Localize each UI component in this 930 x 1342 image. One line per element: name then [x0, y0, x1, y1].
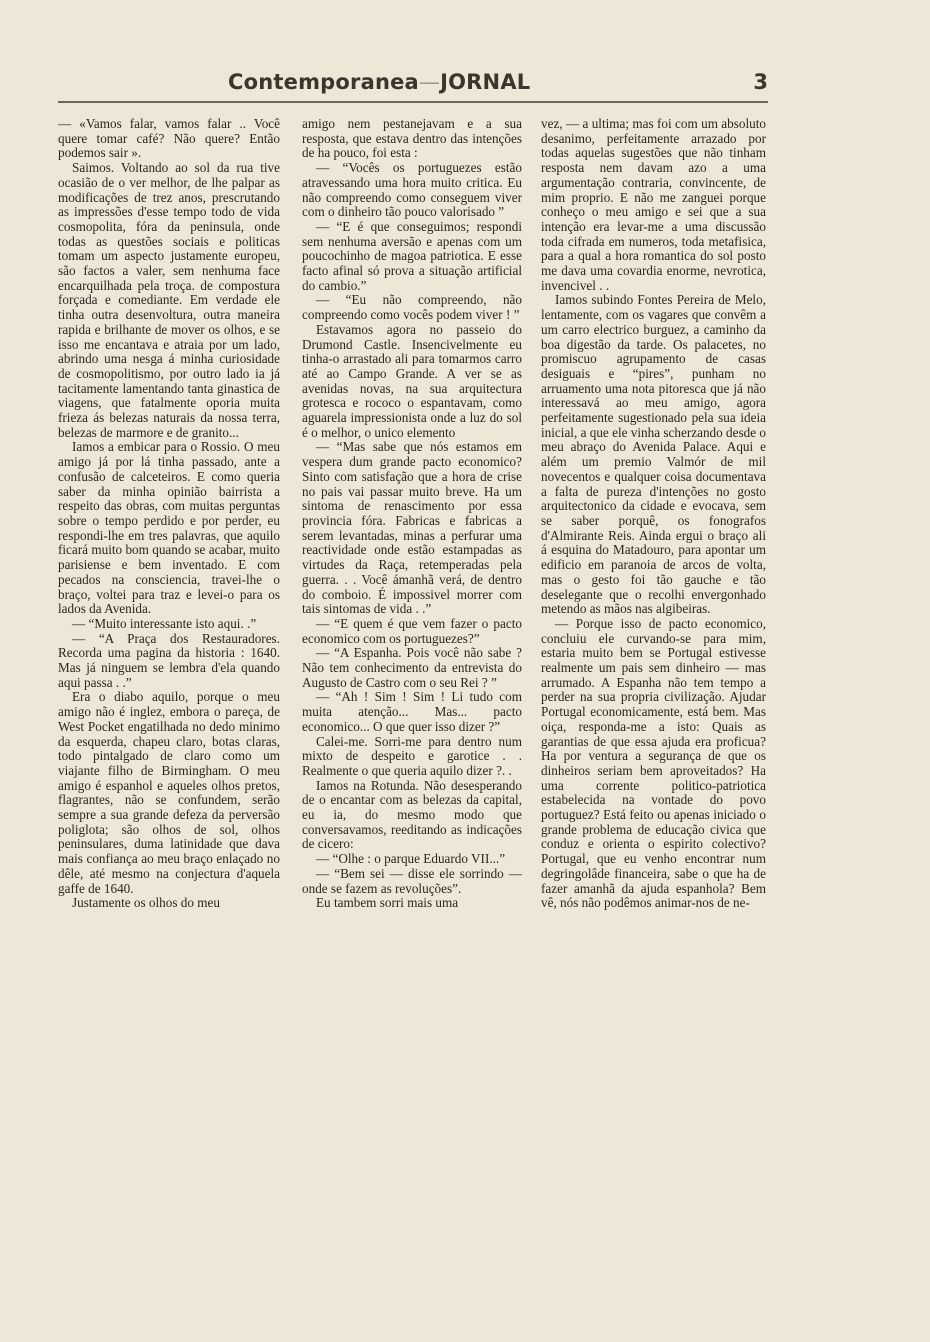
- text-column-2: [302, 117, 522, 1332]
- paragraph: vez, — a ultima; mas foi com um absoluto desanimo, perfeitamente arrazado por todas aquelas sugestões que não tinham resposta nem davam azo a uma argumentação contraria, convincente, de mim proprio. E não me zanguei porque conheço o meu amigo e sei que a sua intenção era levar-me a uma discussão toda cifrada em numeros, toda metafisica, para a qual a hora romantica do sol posto me dava uma covardia enorme, nevrotica, invencivel . .: [541, 117, 766, 293]
- paragraph: Calei-me. Sorri-me para dentro num mixto de despeito e garotice . . Realmente o que queria aquilo dizer ?. .: [302, 733, 522, 778]
- paragraph: — “Mas sabe que nós estamos em vespera dum grande pacto economico? Sinto com satisfação que a hora de crise no pais vai passar muito breve. Ha um sintoma de renascimento por essa provincia fóra. Fabricas e fabricas a serem levantadas, minas a perfurar uma reactividade onde estão estampadas as virtudes da Raça, retemperadas pela guerra. . . Você ámanhã verá, de dentro do comboio. É impossivel morrer com tais sintomas de vida . .”: [302, 439, 522, 617]
- paragraph: Saimos. Voltando ao sol da rua tive ocasião de o ver melhor, de lhe palpar as modificações de trez anos, prescrutando as impressões d'esse tempo todo de vida cosmopolita, fóra da peninsula, onde todas as questões sociais e politicas tomam um aspecto justamente europeu, são factos a valer, sem nenhuma face encarquilhada pela troça. de compostura forçada e comediante. Em verdade ele tinha outra desenvoltura, outra maneira rapida e brilhante de mover os olhos, e se isso me encantava e atraia por um lado, abrindo uma nesga á minha curiosidade de cosmopolitismo, por outro lado ia já tacitamente lamentando tanta ginastica de viagens, que fatalmente oporia muita frieza ás belezas naturais da nossa terra, belezas de marmore e de granito...: [58, 160, 280, 440]
- running-title: [228, 70, 530, 94]
- paragraph: — “E quem é que vem fazer o pacto economico com os portuguezes?”: [302, 615, 522, 646]
- paragraph: Era o diabo aquilo, porque o meu amigo não é inglez, embora o pareça, de West Pocket engatilhada no dedo minimo da esquerda, chapeu claro, botas claras, todo pintalgado de claro como um viajante filho de Birmingham. O meu amigo é espanhol e aqueles olhos pretos, flagrantes, não se confundem, serão sempre a sua grande defeza da perversão poliglota; são olhos de sol, olhos peninsulares, duma latinidade que dava mais confiança ao meu braço enlaçado no dêle, até mesmo na conjectura d'aquela gaffe de 1640.: [58, 689, 280, 896]
- publication-name: Contemporanea: [228, 70, 419, 94]
- header-rule: [58, 101, 768, 103]
- paragraph: — “A Praça dos Restauradores. Recorda uma pagina da historia : 1640. Mas já ninguem se lembra d'ela quando aqui passa . .”: [58, 630, 280, 690]
- section-name: JORNAL: [440, 70, 531, 94]
- page-header: [228, 70, 768, 100]
- paragraph: — “Vocês os portuguezes estão atravessando uma hora muito critica. Eu não compreendo como conseguem viver com o dinheiro tão pouco valorisado ”: [302, 160, 522, 220]
- paragraph: Iamos na Rotunda. Não desesperando de o encantar com as belezas da capital, eu ia, do mesmo modo que conversavamos, reeditando as indicações de cicero:: [302, 777, 522, 852]
- paragraph: — “Eu não compreendo, não compreendo como vocês podem viver ! ”: [302, 292, 522, 323]
- paragraph: Iamos a embicar para o Rossio. O meu amigo já por lá tinha passado, ante a confusão de calceteiros. E como queria saber da minha opinião bairrista a respeito das obras, com muitas perguntas sobre o tempo perdido e por perder, eu respondi-lhe em tres palavras, que aquilo ficará muito bom quando se acabar, muito parisiense e bem inventado. E com pecados na consciencia, travei-lhe o braço, voltei para traz e levei-o para os lados da Avenida.: [58, 439, 280, 617]
- paragraph: Eu tambem sorri mais uma: [316, 895, 459, 911]
- paragraph: — “Bem sei — disse ele sorrindo — onde se fazem as revoluções”.: [302, 865, 522, 896]
- paragraph: — “Muito interessante isto aqui. .”: [72, 615, 257, 631]
- paragraph: — “Ah ! Sim ! Sim ! Li tudo com muita atenção... Mas... pacto economico... O que quer isso dizer ?”: [302, 689, 522, 734]
- paragraph: — “Olhe : o parque Eduardo VII...”: [316, 851, 506, 867]
- paragraph: — «Vamos falar, vamos falar .. Você quere tomar café? Não quere? Então podemos sair ».: [58, 117, 280, 161]
- paragraph: — “E é que conseguimos; respondi sem nenhuma aversão e apenas com um poucochinho de magoa patriotica. E esse facto afinal só prova a situação artificial do cambio.”: [302, 218, 522, 293]
- paragraph: — Porque isso de pacto economico, concluiu ele curvando-se para mim, estaria muito bem se Portugal estivesse realmente um pais sem dinheiro — mas arrumado. A Espanha não tem tempo a perder na sua propria civilização. Ajudar Portugal economicamente, está bem. Mas oiça, responda-me a isto: Quais as garantias de que essa ajuda era proficua? Ha por ventura a segurança de que os dinheiros seriam bem aproveitados? Ha uma corrente politico-patriotica estabelecida na vontade do povo portuguez? Está feito ou apenas iniciado o grande problema de educação civica que conduz e orienta o espirito colectivo? Portugal, que eu venho encontrar num degringolâde financeira, sabe o que ha de fazer amanhã da ajuda espanhola? Bem vê, nós não podêmos animar-nos de ne-: [541, 615, 766, 911]
- paragraph: Estavamos agora no passeio do Drumond Castle. Insencivelmente eu tinha-o arrastado ali para tomarmos carro até ao Campo Grande. A ver se as avenidas novas, na sua arquitectura grotesca e rococo o espantavam, como aguarela impressionista onde a luz do sol é o melhor, o unico elemento: [302, 321, 522, 440]
- text-column-3: [541, 117, 766, 1332]
- title-separator: —: [418, 70, 441, 94]
- text-column-1: [58, 117, 280, 1332]
- paragraph: amigo nem pestanejavam e a sua resposta, que estava dentro das intenções de ha pouco, foi esta :: [302, 117, 522, 161]
- paragraph: Justamente os olhos do meu: [72, 895, 220, 911]
- paragraph: — “A Espanha. Pois você não sabe ? Não tem conhecimento da entrevista do Augusto de Castro com o seu Rei ? ”: [302, 645, 522, 690]
- paragraph: Iamos subindo Fontes Pereira de Melo, lentamente, com os vagares que convêm a um carro electrico burguez, a caminho da boa digestão da tarde. Os palacetes, no promiscuo agrupamento de casas desiguais e “pires”, punham no arruamento uma nota pitoresca que já não interessavá ao meu amigo, agora perfeitamente sugestionado pela sua ideia inicial, a que ele vinha scherzando desde o meu abraço do Avenida Palace. Aqui e além um premio Valmór de mil novecentos e qualquer coisa documentava a falta de pureza d'intenções no gosto arquitectonico da cidade e evocava, sem se saber porquê, os fonografos d'Almirante Reis. Ainda ergui o braço ali á esquina do Matadouro, para apontar um edificio em paranoia de arcos de volta, mas o gesto foi tão gauche e tão deselegante que o recolhi envergonhado metendo as mãos nas algibeiras.: [541, 292, 766, 617]
- page-number: 3: [753, 70, 768, 94]
